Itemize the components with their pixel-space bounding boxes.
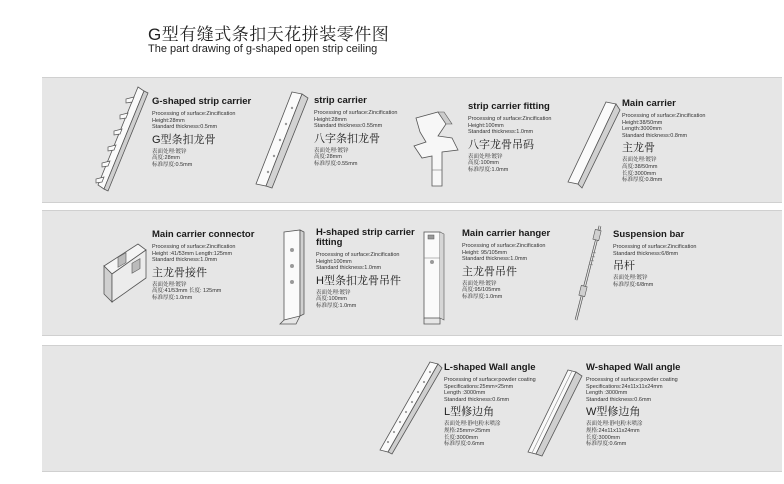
part-specs-en: [316, 252, 416, 272]
strip-carrier-fitting-drawing: [408, 110, 464, 190]
spec-val: 100mm: [328, 296, 347, 303]
spec-val: 镀锌: [485, 280, 497, 287]
spec-val: 0.8mm: [645, 177, 663, 184]
spec-val: 3000mm: [598, 434, 620, 441]
part-specs-en: [622, 113, 742, 139]
spec-line: Processing of surface:powder coating: [586, 377, 678, 383]
spec-val: 静电粉末喷涂: [467, 421, 501, 428]
part-specs-en: [462, 243, 582, 263]
strip-carrier-drawing: [248, 90, 310, 190]
spec-key: 标准厚度:: [622, 177, 646, 184]
part-name-zh: 主龙骨: [622, 142, 655, 155]
spec-val: 0.5mm: [175, 161, 193, 168]
part-specs-zh: [152, 282, 272, 302]
spec-val: 镀锌: [645, 157, 657, 164]
spec-line: Height :41/53mm Length:125mm: [152, 250, 233, 257]
part-specs-zh: [613, 275, 733, 288]
spec-key: 表面处理:: [586, 421, 610, 428]
spec-val: 1.0mm: [491, 166, 509, 173]
spec-line: Processing of surface:Zincification: [314, 110, 398, 116]
spec-key: 高度:: [316, 296, 329, 303]
spec-key: 标准厚度:: [444, 441, 468, 448]
part-name-zh: 主龙骨接件: [152, 266, 207, 279]
part-name-en: Main carrier connector: [152, 229, 255, 240]
spec-key: 标准厚度:: [462, 293, 486, 300]
spec-line: Length :3000mm: [586, 390, 628, 397]
spec-key: 标准厚度:: [152, 161, 176, 168]
spec-key: 表面处理:: [316, 289, 340, 296]
spec-val: 0.55mm: [337, 160, 358, 167]
part-h-shaped-strip-carrier-fitting: [316, 228, 416, 310]
spec-line: Standard thickness:1.0mm: [468, 129, 534, 136]
spec-line: Height:100mm: [468, 122, 504, 129]
part-suspension-bar: [613, 230, 733, 288]
spec-line: Specifications:24x11x11x24mm: [586, 383, 663, 390]
spec-line: Processing of surface:Zincification: [152, 244, 236, 250]
suspension-bar-drawing: [566, 222, 606, 326]
spec-key: 表面处理:: [152, 148, 176, 155]
part-name-zh: W型修边角: [586, 406, 641, 419]
part-name-en: strip carrier: [314, 95, 367, 106]
part-name-en: Suspension bar: [613, 229, 685, 240]
main-carrier-drawing: [566, 100, 622, 190]
spec-val: 28mm: [326, 154, 342, 161]
spec-line: Processing of surface:Zincification: [613, 244, 697, 250]
spec-line: Specifications:25mm×25mm: [444, 383, 514, 390]
spec-val: 100mm: [480, 160, 499, 167]
part-name-zh: G型条扣龙骨: [152, 133, 216, 146]
part-specs-en: [613, 244, 733, 257]
spec-key: 标准厚度:: [152, 294, 176, 301]
part-specs-zh: [462, 281, 582, 301]
part-specs-en: [586, 377, 706, 403]
part-name-zh: 八字条扣龙骨: [314, 132, 380, 145]
spec-line: Height:38/50mm: [622, 119, 663, 126]
spec-line: Standard thickness:1.0mm: [152, 257, 218, 264]
spec-key: 表面处理:: [152, 281, 176, 288]
part-name-en: H-shaped strip carrier fitting: [316, 227, 415, 248]
spec-line: Standard thickness:0.6mm: [444, 396, 510, 403]
spec-key: 标准厚度:: [586, 441, 610, 448]
main-carrier-hanger-drawing: [418, 228, 448, 328]
spec-line: Standard thickness:0.5mm: [152, 124, 218, 131]
part-specs-zh: [316, 290, 416, 310]
spec-key: 高度:: [462, 287, 475, 294]
spec-key: 表面处理:: [622, 157, 646, 164]
spec-key: 表面处理:: [468, 153, 492, 160]
spec-line: Height: 95/105mm: [462, 249, 507, 256]
spec-key: 长度:: [622, 170, 635, 177]
part-name-zh: L型修边角: [444, 406, 495, 419]
spec-val: 镀锌: [337, 147, 349, 154]
part-specs-zh: [622, 157, 742, 183]
spec-val: 1.0mm: [175, 294, 193, 301]
part-specs-en: [152, 244, 272, 264]
part-name-en: Main carrier hanger: [462, 228, 551, 239]
g-shaped-strip-carrier-drawing: [90, 85, 150, 195]
spec-val: 镀锌: [491, 153, 503, 160]
spec-val: 镀锌: [636, 275, 648, 282]
spec-line: Height:100mm: [316, 258, 352, 265]
spec-val: 1.0mm: [485, 293, 503, 300]
spec-val: 1.0mm: [339, 302, 357, 309]
part-name-zh: 吊杆: [613, 260, 635, 273]
spec-line: Standard thickness:1.0mm: [316, 265, 382, 272]
part-name-en: Main carrier: [622, 98, 676, 109]
spec-line: Standard thickness:6/8mm: [613, 250, 679, 257]
spec-val: 24x11x11x24mm: [598, 427, 640, 434]
w-shaped-wall-angle-drawing: [524, 368, 584, 458]
h-shaped-fitting-drawing: [278, 228, 308, 328]
part-name-zh: 八字龙骨吊码: [468, 138, 534, 151]
l-shaped-wall-angle-drawing: [374, 360, 444, 456]
part-name-en: strip carrier fitting: [468, 101, 550, 112]
part-main-carrier-connector: [152, 230, 272, 302]
spec-line: Processing of surface:powder coating: [444, 377, 536, 383]
spec-key: 高度:: [152, 288, 165, 295]
spec-key: 高度:: [314, 154, 327, 161]
spec-key: 高度:: [468, 160, 481, 167]
spec-key: 长度:: [586, 434, 599, 441]
spec-val: 41/53mm 长度: 125mm: [164, 288, 222, 295]
spec-val: 38/50mm: [634, 163, 658, 170]
part-main-carrier: [622, 99, 742, 184]
spec-line: Processing of surface:Zincification: [152, 111, 236, 117]
spec-val: 0.6mm: [609, 441, 627, 448]
part-name-zh: 主龙骨吊件: [462, 265, 517, 278]
part-name-zh: H型条扣龙骨吊件: [316, 274, 401, 287]
page-subtitle: The part drawing of g-shaped open strip ceiling: [148, 43, 378, 55]
spec-line: Standard thickness:0.55mm: [314, 123, 383, 130]
spec-val: 镀锌: [339, 289, 351, 296]
spec-val: 28mm: [164, 155, 180, 162]
part-specs-zh: [586, 421, 706, 447]
spec-val: 3000mm: [456, 434, 478, 441]
spec-key: 规格:: [444, 427, 457, 434]
spec-line: Height:28mm: [152, 117, 185, 124]
spec-val: 0.6mm: [467, 441, 485, 448]
spec-val: 3000mm: [634, 170, 656, 177]
spec-key: 表面处理:: [444, 421, 468, 428]
spec-key: 标准厚度:: [613, 281, 637, 288]
spec-line: Length :3000mm: [444, 390, 486, 397]
spec-val: 25mm×25mm: [456, 427, 491, 434]
spec-key: 表面处理:: [462, 280, 486, 287]
spec-line: Processing of surface:Zincification: [316, 252, 400, 258]
part-w-shaped-wall-angle: [586, 363, 706, 448]
spec-line: Standard thickness:0.8mm: [622, 132, 688, 139]
spec-key: 高度:: [152, 155, 165, 162]
spec-key: 规格:: [586, 427, 599, 434]
spec-key: 表面处理:: [314, 147, 338, 154]
part-main-carrier-hanger: [462, 229, 582, 301]
spec-val: 静电粉末喷涂: [609, 421, 643, 428]
page-title: G型有缝式条扣天花拼装零件图: [148, 25, 390, 44]
spec-line: Length:3000mm: [622, 126, 662, 133]
spec-val: 95/105mm: [474, 287, 501, 294]
spec-key: 高度:: [622, 163, 635, 170]
part-name-en: G-shaped strip carrier: [152, 96, 252, 107]
spec-val: 镀锌: [175, 281, 187, 288]
main-carrier-connector-drawing: [96, 240, 152, 306]
spec-val: 6/8mm: [636, 281, 654, 288]
part-name-en: L-shaped Wall angle: [444, 362, 536, 373]
spec-line: Processing of surface:Zincification: [622, 113, 706, 119]
spec-line: Standard thickness:0.6mm: [586, 396, 652, 403]
spec-line: Height:28mm: [314, 116, 347, 123]
spec-key: 标准厚度:: [468, 166, 492, 173]
spec-key: 长度:: [444, 434, 457, 441]
spec-key: 表面处理:: [613, 275, 637, 282]
spec-line: Processing of surface:Zincification: [468, 116, 552, 122]
part-name-en: W-shaped Wall angle: [586, 362, 681, 373]
spec-line: Standard thickness:1.0mm: [462, 256, 528, 263]
spec-key: 标准厚度:: [316, 302, 340, 309]
spec-line: Processing of surface:Zincification: [462, 243, 546, 249]
spec-val: 镀锌: [175, 148, 187, 155]
spec-key: 标准厚度:: [314, 160, 338, 167]
